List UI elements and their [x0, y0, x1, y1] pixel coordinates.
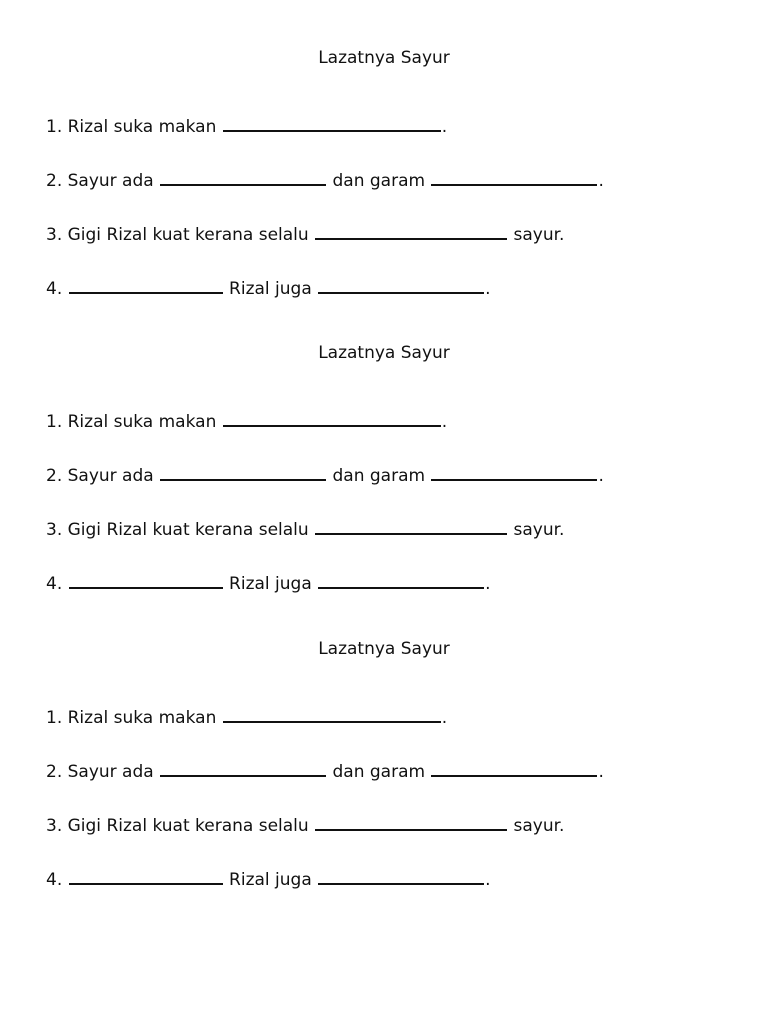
worksheet-title: Lazatnya Sayur [318, 343, 450, 363]
worksheet-title: Lazatnya Sayur [318, 48, 450, 68]
question-2-prefix: 2. Sayur ada [46, 762, 160, 782]
answer-blank[interactable] [223, 112, 441, 132]
answer-blank[interactable] [223, 703, 441, 723]
answer-blank[interactable] [431, 757, 597, 777]
worksheet-section [0, 591, 768, 890]
question-2-middle: dan garam [327, 762, 431, 782]
question-4-suffix: . [485, 574, 491, 594]
question-2-suffix: . [598, 171, 604, 191]
question-1 [46, 703, 447, 732]
question-1-prefix: 1. Rizal suka makan [46, 412, 222, 432]
question-3-prefix: 3. Gigi Rizal kuat kerana selalu [46, 520, 315, 540]
question-3 [46, 811, 564, 840]
question-2-middle: dan garam [327, 171, 431, 191]
answer-blank[interactable] [431, 166, 597, 186]
question-2 [46, 757, 604, 786]
question-2 [46, 461, 604, 490]
question-3 [46, 515, 564, 544]
question-2-prefix: 2. Sayur ada [46, 171, 160, 191]
question-2 [46, 166, 604, 195]
question-1-suffix: . [441, 117, 448, 137]
question-3-prefix: 3. Gigi Rizal kuat kerana selalu [46, 225, 315, 245]
question-4-middle: Rizal juga [223, 574, 318, 594]
question-4-prefix: 4. [46, 279, 68, 299]
answer-blank[interactable] [69, 274, 223, 294]
worksheet-title: Lazatnya Sayur [318, 639, 450, 659]
question-3 [46, 220, 564, 249]
answer-blank[interactable] [69, 865, 223, 885]
question-3-prefix: 3. Gigi Rizal kuat kerana selalu [46, 816, 315, 836]
question-1 [46, 112, 447, 141]
answer-blank[interactable] [318, 569, 484, 589]
answer-blank[interactable] [223, 407, 441, 427]
question-2-middle: dan garam [327, 466, 431, 486]
answer-blank[interactable] [69, 569, 223, 589]
answer-blank[interactable] [315, 220, 507, 240]
question-1-suffix: . [441, 708, 448, 728]
answer-blank[interactable] [160, 757, 326, 777]
worksheet-section [0, 0, 768, 299]
question-4 [46, 865, 491, 894]
question-3-suffix: sayur. [508, 520, 565, 540]
question-4-prefix: 4. [46, 870, 68, 890]
answer-blank[interactable] [318, 865, 484, 885]
question-2-prefix: 2. Sayur ada [46, 466, 160, 486]
answer-blank[interactable] [160, 166, 326, 186]
question-4-middle: Rizal juga [223, 870, 318, 890]
question-2-suffix: . [598, 762, 604, 782]
answer-blank[interactable] [160, 461, 326, 481]
question-1-suffix: . [441, 412, 448, 432]
question-4-prefix: 4. [46, 574, 68, 594]
question-4-middle: Rizal juga [223, 279, 318, 299]
question-4-suffix: . [485, 279, 491, 299]
answer-blank[interactable] [315, 515, 507, 535]
question-4-suffix: . [485, 870, 491, 890]
answer-blank[interactable] [315, 811, 507, 831]
question-3-suffix: sayur. [508, 225, 565, 245]
worksheet-section [0, 295, 768, 594]
question-1-prefix: 1. Rizal suka makan [46, 708, 222, 728]
question-3-suffix: sayur. [508, 816, 565, 836]
question-1 [46, 407, 447, 436]
question-2-suffix: . [598, 466, 604, 486]
answer-blank[interactable] [431, 461, 597, 481]
question-1-prefix: 1. Rizal suka makan [46, 117, 222, 137]
answer-blank[interactable] [318, 274, 484, 294]
